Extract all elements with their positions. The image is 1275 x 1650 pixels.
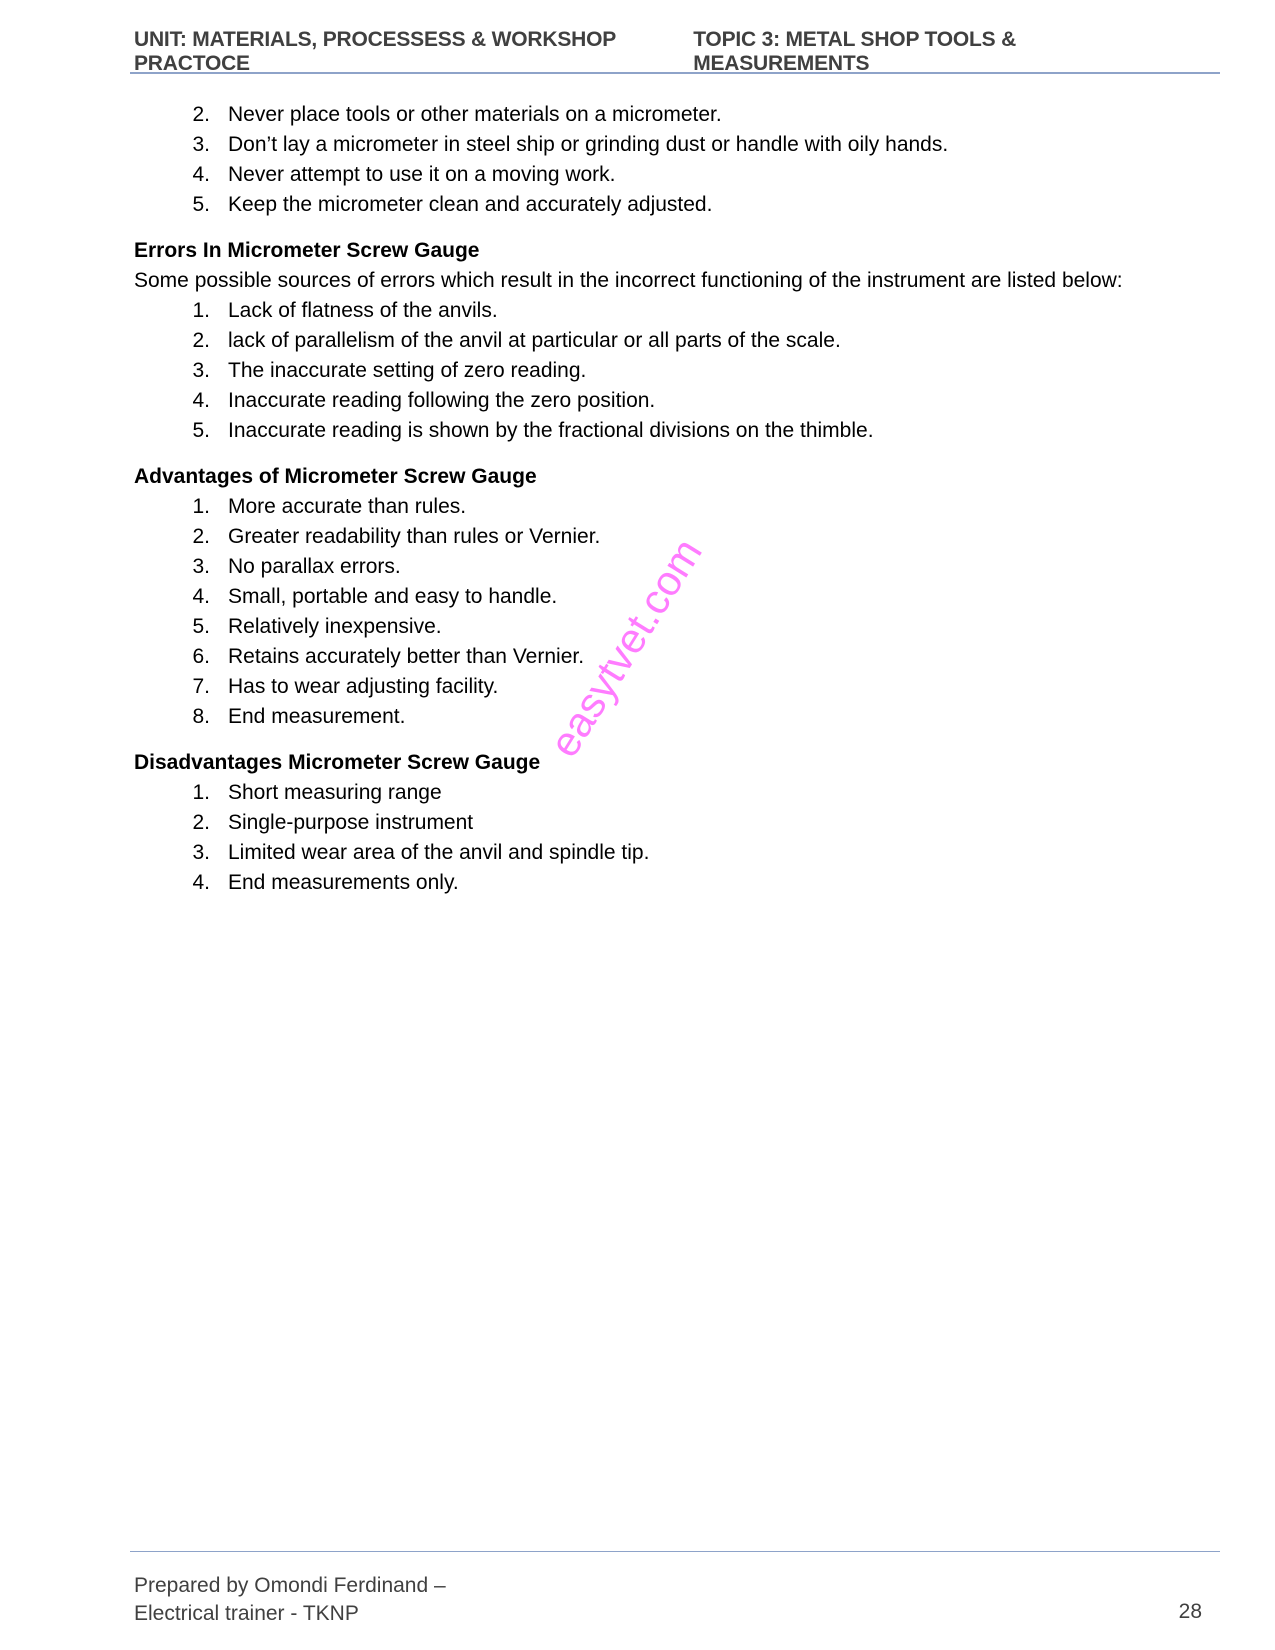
page-number: 28: [1178, 1600, 1202, 1623]
list-text: Limited wear area of the anvil and spindle tip.: [228, 841, 650, 864]
advantages-heading: Advantages of Micrometer Screw Gauge: [134, 465, 537, 488]
footer-divider: [130, 1551, 1220, 1552]
footer-author: Prepared by Omondi Ferdinand –: [134, 1574, 446, 1597]
list-item: [134, 808, 1194, 838]
disadvantages-heading: Disadvantages Micrometer Screw Gauge: [134, 751, 541, 774]
list-item: [134, 672, 1194, 702]
list-item: [134, 778, 1194, 808]
page-header: [134, 28, 1161, 76]
list-text: Keep the micrometer clean and accurately adjusted.: [228, 193, 713, 216]
list-item: [134, 130, 1194, 160]
list-number: 3.: [192, 359, 210, 382]
list-number: 4.: [192, 389, 210, 412]
list-text: Don’t lay a micrometer in steel ship or grinding dust or handle with oily hands.: [228, 133, 949, 156]
list-item: [134, 296, 1194, 326]
list-item: [134, 386, 1194, 416]
list-number: 2.: [192, 525, 210, 548]
list-number: 4.: [192, 163, 210, 186]
list-text: Single-purpose instrument: [228, 811, 474, 834]
list-number: 6.: [192, 645, 210, 668]
header-unit-title: UNIT: MATERIALS, PROCESSESS & WORKSHOP PRACTOCE: [134, 28, 616, 75]
list-number: 5.: [192, 615, 210, 638]
list-number: 2.: [192, 329, 210, 352]
page-footer: [134, 1572, 446, 1628]
list-number: 3.: [192, 841, 210, 864]
page-content: [134, 100, 1194, 898]
list-number: 1.: [192, 299, 210, 322]
list-text: Relatively inexpensive.: [228, 615, 442, 638]
list-text: Lack of flatness of the anvils.: [228, 299, 498, 322]
list-text: Small, portable and easy to handle.: [228, 585, 558, 608]
list-item: [134, 838, 1194, 868]
list-text: Greater readability than rules or Vernier.: [228, 525, 601, 548]
list-item: [134, 160, 1194, 190]
list-text: Never attempt to use it on a moving work.: [228, 163, 616, 186]
list-number: 4.: [192, 585, 210, 608]
list-text: Never place tools or other materials on a micrometer.: [228, 103, 722, 126]
list-item: [134, 702, 1194, 732]
list-text: The inaccurate setting of zero reading.: [228, 359, 587, 382]
list-item: [134, 356, 1194, 386]
list-item: [134, 642, 1194, 672]
list-text: Inaccurate reading following the zero position.: [228, 389, 656, 412]
list-text: End measurement.: [228, 705, 406, 728]
list-text: Inaccurate reading is shown by the fractional divisions on the thimble.: [228, 419, 874, 442]
header-divider: [130, 72, 1220, 74]
list-text: End measurements only.: [228, 871, 459, 894]
header-topic-title: TOPIC 3: METAL SHOP TOOLS & MEASUREMENTS: [693, 28, 1017, 75]
errors-heading: Errors In Micrometer Screw Gauge: [134, 239, 480, 262]
errors-list: [134, 296, 1194, 446]
list-text: More accurate than rules.: [228, 495, 467, 518]
footer-role: Electrical trainer - TKNP: [134, 1602, 359, 1625]
list-number: 8.: [192, 705, 210, 728]
list-number: 2.: [192, 811, 210, 834]
list-number: 1.: [192, 781, 210, 804]
disadvantages-list: [134, 778, 1194, 898]
list-number: 3.: [192, 133, 210, 156]
list-text: Short measuring range: [228, 781, 442, 804]
list-text: lack of parallelism of the anvil at particular or all parts of the scale.: [228, 329, 841, 352]
care-list: [134, 100, 1194, 220]
list-item: [134, 868, 1194, 898]
list-number: 4.: [192, 871, 210, 894]
list-item: [134, 100, 1194, 130]
list-number: 5.: [192, 193, 210, 216]
list-number: 5.: [192, 419, 210, 442]
list-item: [134, 416, 1194, 446]
watermark: easytvet.com: [540, 530, 711, 765]
list-item: [134, 326, 1194, 356]
list-item: [134, 190, 1194, 220]
list-text: No parallax errors.: [228, 555, 401, 578]
list-item: [134, 492, 1194, 522]
errors-intro: Some possible sources of errors which result in the incorrect functioning of the instrument are listed below:: [134, 269, 1123, 292]
list-number: 2.: [192, 103, 210, 126]
list-number: 3.: [192, 555, 210, 578]
list-text: Has to wear adjusting facility.: [228, 675, 499, 698]
list-number: 7.: [192, 675, 210, 698]
list-text: Retains accurately better than Vernier.: [228, 645, 585, 668]
list-number: 1.: [192, 495, 210, 518]
